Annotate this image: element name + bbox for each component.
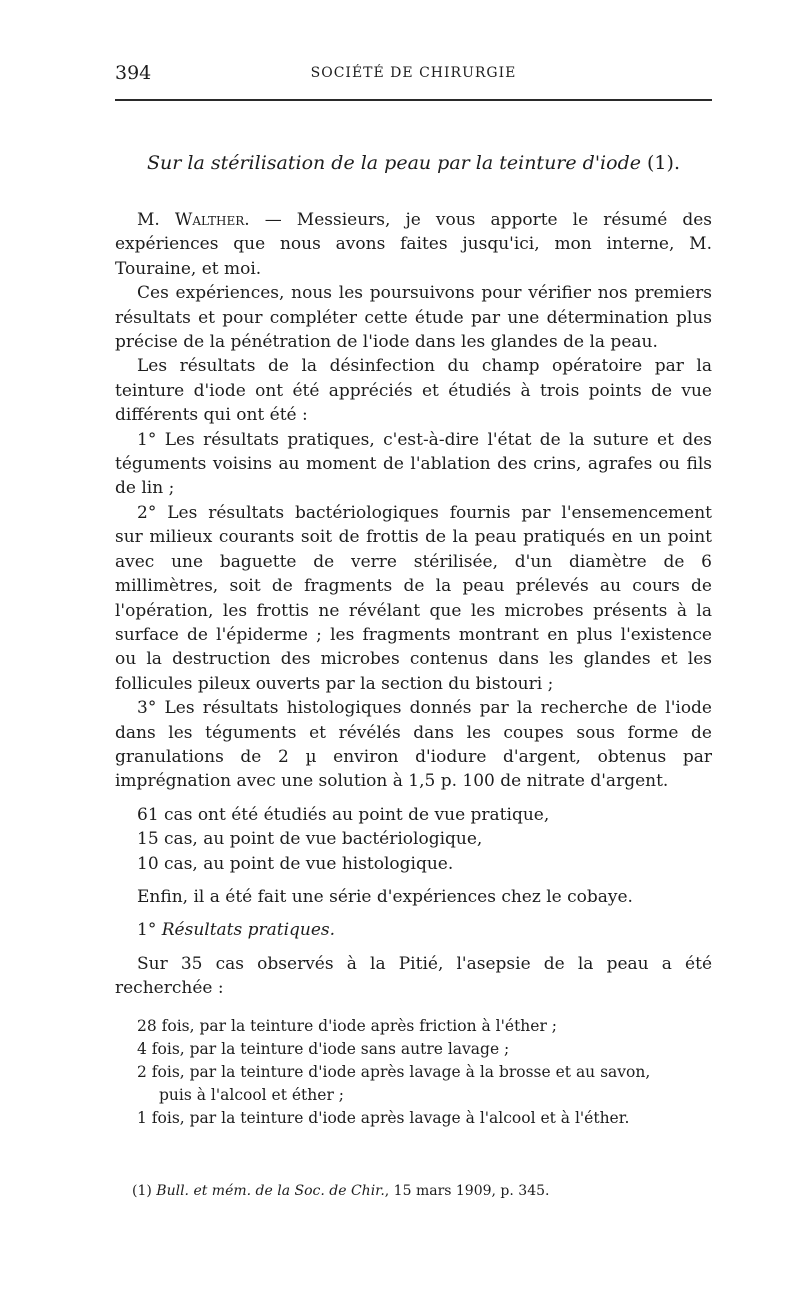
list-item-text: 2 fois, par la teinture d'iode après lavage à la brosse et au savon, (137, 1062, 651, 1081)
list-item-continuation: puis à l'alcool et éther ; (159, 1085, 345, 1104)
paragraph-intro (115, 208, 712, 281)
paragraph-point-2: 2° Les résultats bactériologiques fournis par l'ensemencement sur milieux courants soit de frottis de la peau pratiqués en un point avec une baguette de verre stérilisée, d'un diamètre de 6 millimètres, soit de fragments de la peau prélevés au cours de l'opération, les frottis ne révélant que les microbes présents à la surface de l'épiderme ; les fragments montrant en plus l'existence ou la destruction des microbes contenus dans les glandes et les follicules pileux ouverts par la section du bistouri ; (115, 502, 712, 694)
count-line: 61 cas ont été étudiés au point de vue pratique, (137, 804, 550, 825)
paragraph-enfin: Enfin, il a été fait une série d'expériences chez le cobaye. (137, 886, 633, 907)
paragraph-point-1: 1° Les résultats pratiques, c'est-à-dire l'état de la suture et des téguments voisins au moment de l'ablation des crins, agrafes ou fils de lin ; (115, 429, 712, 499)
page-header (115, 62, 712, 86)
count-line: 10 cas, au point de vue histologique. (137, 853, 454, 874)
section-label: Résultats pratiques. (161, 920, 336, 941)
list-item (115, 1061, 712, 1107)
list-item (115, 1107, 712, 1130)
list-item-text: 4 fois, par la teinture d'iode sans autre lavage ; (137, 1039, 510, 1058)
section-number: 1° (137, 920, 162, 941)
footnote (132, 1183, 712, 1199)
footnote-ref: (1). (640, 152, 680, 174)
list-item-text: 1 fois, par la teinture d'iode après lavage à l'alcool et à l'éther. (137, 1108, 630, 1127)
count-line: 15 cas, au point de vue bactériologique, (137, 829, 483, 850)
article-body (115, 208, 712, 1130)
footnote-source: Bull. et mém. de la Soc. de Chir. (156, 1183, 385, 1199)
section-heading (115, 918, 712, 942)
paragraph-point-3: 3° Les résultats histologiques donnés par la recherche de l'iode dans les téguments et révélés dans les coupes sous forme de granulations de 2 µ environ d'iodure d'argent, obtenus par imprégnation avec une solution à 1,5 p. 100 de nitrate d'argent. (115, 698, 712, 792)
header-rule (115, 99, 712, 101)
list-item (115, 1038, 712, 1061)
running-title: SOCIÉTÉ DE CHIRURGIE (310, 65, 517, 81)
list-item (115, 1015, 712, 1038)
paragraph-text: — Messieurs, je vous apporte le résumé des expériences que nous avons faites jusqu'ici, mon interne, M. Touraine, et moi. (115, 210, 712, 279)
paragraph: Les résultats de la désinfection du champ opératoire par la teinture d'iode ont été appréciés et étudiés à trois points de vue différents qui ont été : (115, 356, 712, 426)
paragraph-sur35: Sur 35 cas observés à la Pitié, l'asepsie de la peau a été recherchée : (115, 953, 712, 999)
case-list (115, 1015, 712, 1130)
list-item-text: 28 fois, par la teinture d'iode après friction à l'éther ; (137, 1016, 558, 1035)
paragraph: Ces expériences, nous les poursuivons pour vérifier nos premiers résultats et pour compléter cette étude par une détermination plus précise de la pénétration de l'iode dans les glandes de la peau. (115, 283, 712, 353)
speaker-name: M. Walther. (137, 210, 250, 230)
page-number: 394 (115, 62, 152, 84)
footnote-marker: (1) (132, 1183, 157, 1199)
footnote-rest: , 15 mars 1909, p. 345. (384, 1183, 550, 1199)
article-title-text: Sur la stérilisation de la peau par la teinture d'iode (147, 152, 641, 174)
article-title (115, 152, 712, 174)
